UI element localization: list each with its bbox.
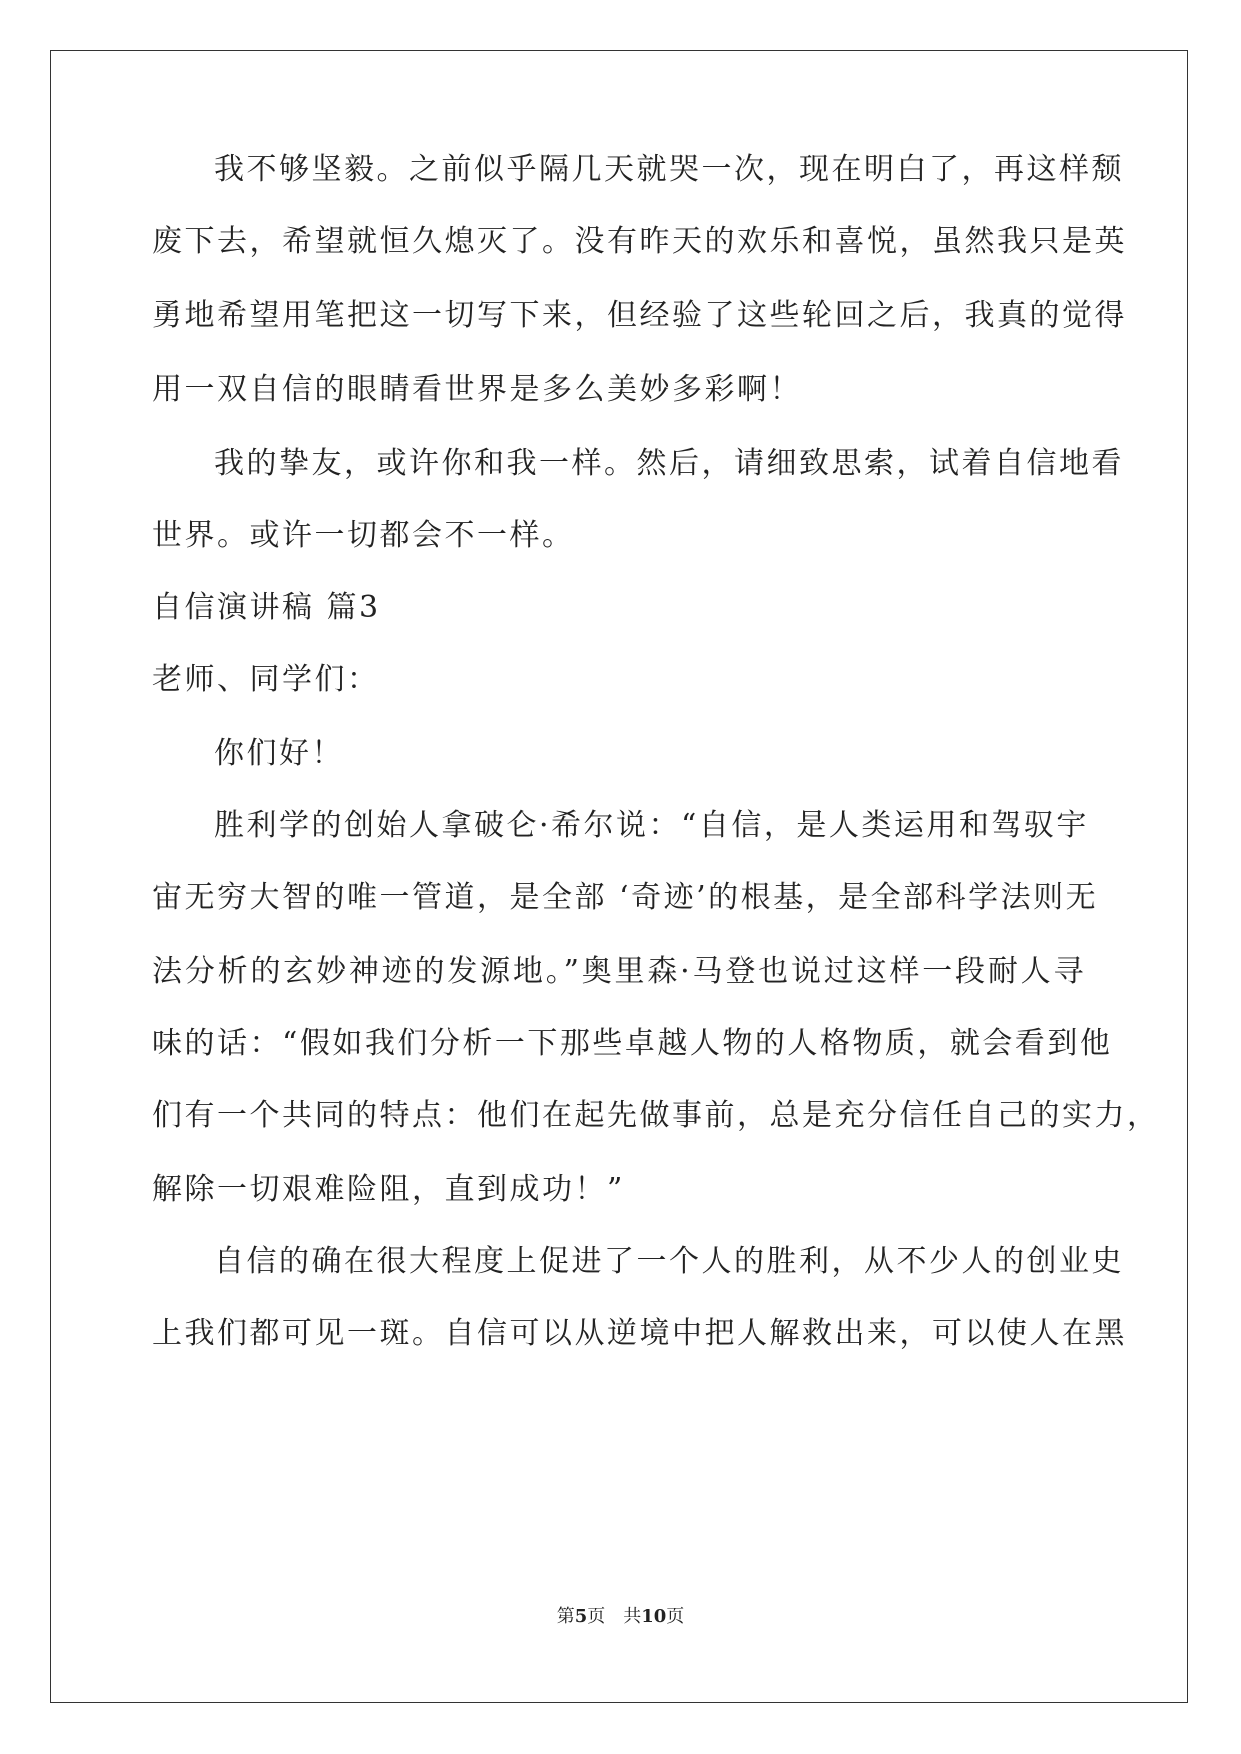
text-line: 宙无穷大智的唯一管道，是全部 ‘奇迹’的根基，是全部科学法则无 (152, 880, 1099, 915)
footer-mid: 页 共 (587, 1606, 642, 1627)
current-page-number: 5 (574, 1606, 588, 1627)
text-line: 胜利学的创始人拿破仑·希尔说：“自信，是人类运用和驾驭宇 (214, 808, 1089, 843)
salutation: 老师、同学们： (152, 662, 380, 697)
text-line: 味的话：“假如我们分析一下那些卓越人物的人格物质，就会看到他 (152, 1026, 1113, 1061)
text-line: 世界。或许一切都会不一样。 (152, 518, 575, 553)
text-line: 法分析的玄妙神迹的发源地。”奥里森·马登也说过这样一段耐人寻 (152, 954, 1086, 989)
text-line: 用一双自信的眼睛看世界是多么美妙多彩啊！ (152, 372, 802, 407)
text-line: 自信的确在很大程度上促进了一个人的胜利，从不少人的创业史 (214, 1244, 1124, 1279)
text-line: 勇地希望用笔把这一切写下来，但经验了这些轮回之后，我真的觉得 (152, 298, 1127, 333)
text-line: 我不够坚毅。之前似乎隔几天就哭一次，现在明白了，再这样颓 (214, 152, 1124, 187)
text-line: 废下去，希望就恒久熄灭了。没有昨天的欢乐和喜悦，虽然我只是英 (152, 224, 1127, 259)
total-page-number: 10 (641, 1606, 667, 1627)
footer-prefix: 第 (556, 1606, 575, 1627)
page-footer (0, 1606, 1241, 1628)
text-line: 们有一个共同的特点：他们在起先做事前，总是充分信任自己的实力， (152, 1098, 1160, 1133)
text-line: 上我们都可见一斑。自信可以从逆境中把人解救出来，可以使人在黑 (152, 1316, 1127, 1351)
greeting: 你们好！ (214, 736, 344, 771)
footer-suffix: 页 (666, 1606, 685, 1627)
section-heading: 自信演讲稿 篇3 (152, 590, 381, 625)
text-line: 解除一切艰难险阻，直到成功！” (152, 1172, 625, 1207)
text-line: 我的挚友，或许你和我一样。然后，请细致思索，试着自信地看 (214, 446, 1124, 481)
